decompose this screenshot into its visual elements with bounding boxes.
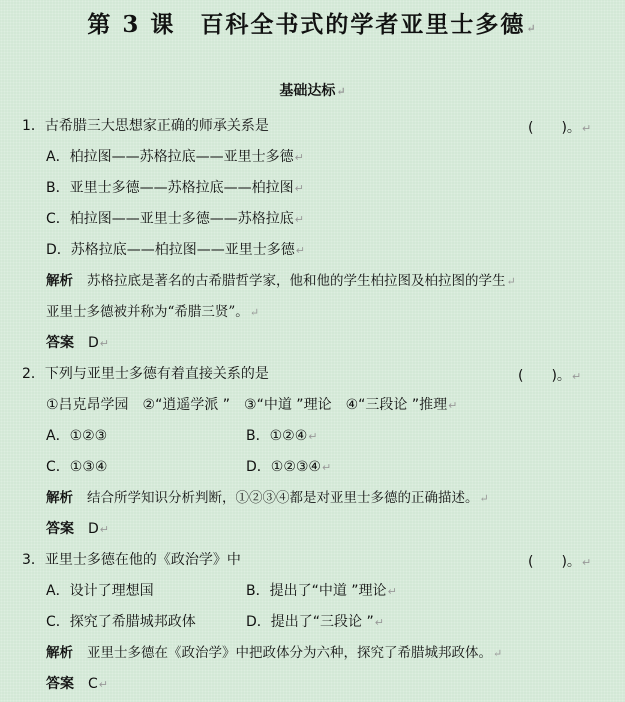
question-1-option-c: C．柏拉图——亚里士多德——苏格拉底↵ [46, 211, 304, 227]
question-2-answer: 答案 D↵ [46, 521, 109, 537]
section-heading: 基础达标↵ [279, 83, 346, 99]
question-3-option-b: B．提出了“中道 ”理论↵ [246, 583, 397, 599]
question-3-option-d: D．提出了“三段论 ”↵ [246, 614, 384, 630]
question-1-stem: 1．古希腊三大思想家正确的师承关系是 [22, 118, 269, 134]
question-1-analysis-cont: 亚里士多德被并称为“希腊三贤”。↵ [46, 304, 260, 320]
lesson-title: 第 3 课 百科全书式的学者亚里士多德↵ [87, 11, 538, 38]
question-2-blank: ( )。↵ [518, 368, 582, 384]
question-2-items: ①吕克昂学园 ②“逍遥学派 ” ③“中道 ”理论 ④“三段论 ”推理↵ [46, 397, 458, 413]
question-3-option-a: A．设计了理想国 [46, 583, 154, 599]
question-2-option-b: B．①②④↵ [246, 428, 318, 444]
question-2-option-d: D．①②③④↵ [246, 459, 332, 475]
question-2-option-a: A．①②③ [46, 428, 108, 444]
question-1-option-a: A．柏拉图——苏格拉底——亚里士多德↵ [46, 149, 304, 165]
question-3-answer: 答案 C↵ [46, 676, 108, 692]
question-3-stem: 3．亚里士多德在他的《政治学》中 [22, 552, 241, 568]
question-1-blank: ( )。↵ [528, 120, 592, 136]
question-1-option-b: B．亚里士多德——苏格拉底——柏拉图↵ [46, 180, 304, 196]
question-1-analysis: 解析 苏格拉底是著名的古希腊哲学家，他和他的学生柏拉图及柏拉图的学生↵ [46, 273, 516, 289]
question-1-option-d: D．苏格拉底——柏拉图——亚里士多德↵ [46, 242, 305, 258]
question-3-analysis: 解析 亚里士多德在《政治学》中把政体分为六种，探究了希腊城邦政体。↵ [46, 645, 503, 661]
question-2-stem: 2．下列与亚里士多德有着直接关系的是 [22, 366, 269, 382]
question-2-option-c: C．①③④ [46, 459, 108, 475]
question-2-analysis: 解析 结合所学知识分析判断，①②③④都是对亚里士多德的正确描述。↵ [46, 490, 489, 506]
question-3-blank: ( )。↵ [528, 554, 592, 570]
question-3-option-c: C．探究了希腊城邦政体 [46, 614, 196, 630]
question-1-answer: 答案 D↵ [46, 335, 109, 351]
